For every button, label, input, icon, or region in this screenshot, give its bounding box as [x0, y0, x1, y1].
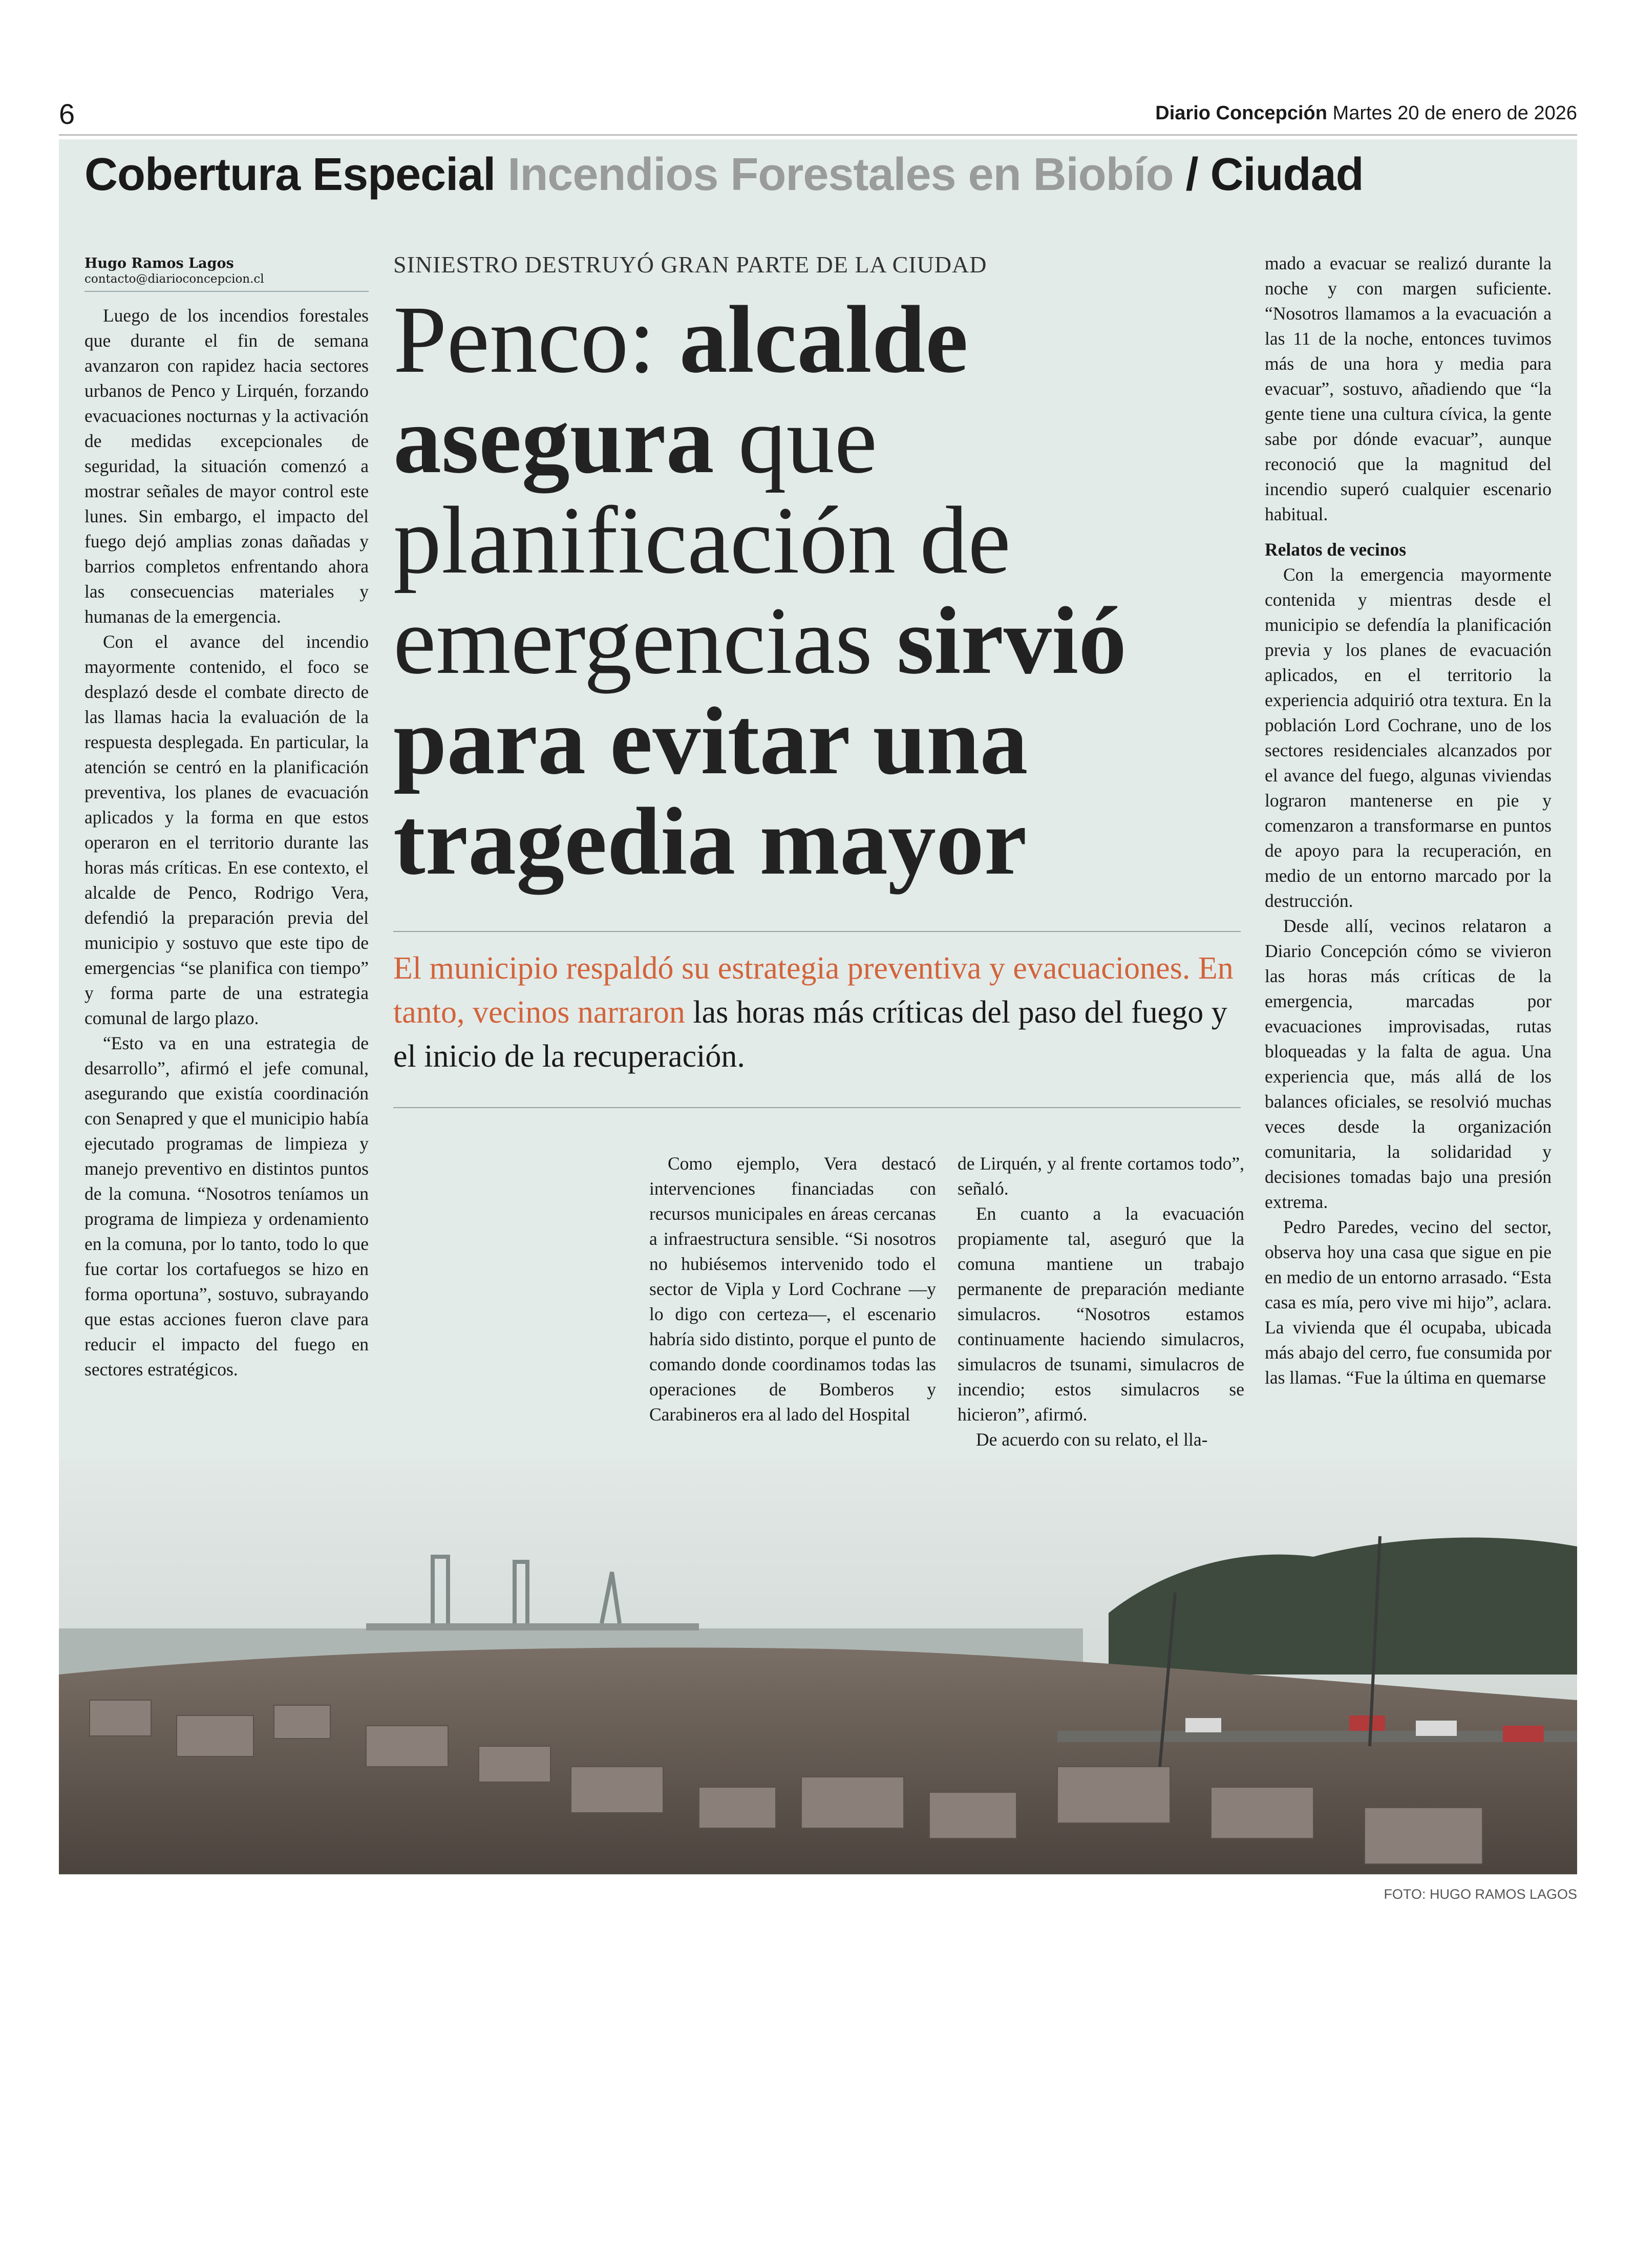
photo-credit: FOTO: HUGO RAMOS LAGOS: [1384, 1887, 1577, 1902]
subheading: Relatos de vecinos: [1265, 539, 1407, 560]
author-name: Hugo Ramos Lagos: [84, 256, 234, 271]
page-number: 6: [59, 98, 75, 130]
paragraph: Con la emergencia mayormente contenida y mientras desde el municipio se defendía la planificación previa y los planes de evacuación aplicados, en el territorio la experiencia adquirió otra textura. En la población Lord Cochrane, uno de los sectores residenciales alcanzados por el avance del fuego, algunas viviendas lograron mantenerse en pie y comenzaron a transformarse en puntos de apoyo para la recuperación, en medio de un entorno marcado por la destrucción.: [1265, 564, 1552, 911]
article-column-1: [84, 303, 369, 1382]
section-header: [84, 149, 1364, 201]
author-email: contacto@diarioconcepcion.cl: [84, 272, 264, 286]
headline-part: que planificación de emergencias: [393, 386, 1011, 694]
section-label: Cobertura Especial: [84, 149, 496, 200]
paragraph: De acuerdo con su relato, el lla-: [976, 1429, 1208, 1450]
publication-name: Diario Concepción: [1155, 102, 1327, 124]
burned-neighborhood-photo: [59, 1459, 1577, 1874]
paragraph: Desde allí, vecinos relataron a Diario Concepción cómo se vivieron las horas más críticas de la emergencia, marcadas por evacuaciones improvisadas, rutas bloqueadas y la falta de agua. Una experiencia que, más allá de los balances oficiales, se resolvió muchas veces desde la organización comunitaria, la solidaridad y decisiones tomadas bajo una presión extrema.: [1265, 916, 1552, 1212]
article-photo: [59, 1459, 1577, 1874]
deck-top-rule: [393, 931, 1241, 932]
article-column-5: [1265, 251, 1552, 1390]
paragraph: “Esto va en una estrategia de desarrollo”, afirmó el jefe comunal, asegurando que existía coordinación con Senapred y que el municipio había ejecutado programas de limpieza y manejo preventivo en distintos puntos de la comuna. “Nosotros teníamos un programa de limpieza y ordenamiento en la comuna, por lo tanto, todo lo que fue cortar los cortafuegos se hizo en forma oportuna”, sostuvo, subrayando que estas acciones fueron clave para reducir el impacto del fuego en sectores estratégicos.: [84, 1033, 369, 1380]
section-category: Ciudad: [1210, 149, 1364, 200]
section-topic: Incendios Forestales en Biobío: [507, 149, 1174, 200]
headline-bold: alcalde asegura: [393, 286, 968, 493]
deck-bottom-rule: [393, 1107, 1241, 1108]
paragraph: de Lirquén, y al frente cortamos todo”, señaló.: [958, 1153, 1244, 1199]
paragraph: Como ejemplo, Vera destacó intervenciones financiadas con recursos municipales en áreas cercanas a infraestructura sensible. “Si nosotros no hubiésemos intervenido todo el sector de Vipla y Lord Cochrane —y lo digo con certeza—, el escenario habría sido distinto, porque el punto de comando donde coordinamos todas las operaciones de Bomberos y Carabineros era al lado del Hospital: [649, 1153, 936, 1425]
publication-date: Martes 20 de enero de 2026: [1332, 102, 1577, 124]
section-separator: /: [1185, 149, 1198, 200]
headline-bold: sirvió para evitar una tragedia mayor: [393, 587, 1127, 895]
deck-text: las horas más críticas del paso del fuego y el inicio de la recuperación.: [393, 995, 1227, 1074]
masthead-line: [1155, 102, 1577, 124]
paragraph: Pedro Paredes, vecino del sector, observa hoy una casa que sigue en pie en medio de un entorno arrasado. “Esta casa es mía, pero vive mi hijo”, aclara. La vivienda que él ocupaba, ubicada más abajo del cerro, fue consumida por las llamas. “Fue la última en quemarse: [1265, 1217, 1552, 1388]
kicker: SINIESTRO DESTRUYÓ GRAN PARTE DE LA CIUDAD: [393, 251, 987, 278]
paragraph: En cuanto a la evacuación propiamente tal, aseguró que la comuna mantiene un trabajo permanente de preparación mediante simulacros. “Nosotros estamos continuamente haciendo simulacros, simulacros de tsunami, simulacros de incendio; estos simulacros se hicieron”, afirmó.: [958, 1203, 1244, 1425]
article-column-4: [958, 1151, 1244, 1452]
headline: [393, 286, 1248, 895]
paragraph: mado a evacuar se realizó durante la noche y con margen suficiente. “Nosotros llamamos a la evacuación a las 11 de la noche, entonces tuvimos más de una hora y media para evacuar”, sostuvo, añadiendo que “la gente tiene una cultura cívica, la gente sabe por dónde evacuar”, aunque reconoció que la magnitud del incendio superó cualquier escenario habitual.: [1265, 253, 1552, 524]
header-divider: [59, 134, 1577, 136]
paragraph: Luego de los incendios forestales que durante el fin de semana avanzaron con rapidez hacia sectores urbanos de Penco y Lirquén, forzando evacuaciones nocturnas y la activación de medidas excepcionales de seguridad, la situación comenzó a mostrar señales de mayor control este lunes. Sin embargo, el impacto del fuego dejó amplias zonas dañadas y barrios completos enfrentando ahora las consecuencias materiales y humanas de la emergencia.: [84, 305, 369, 627]
article-column-3: [649, 1151, 936, 1427]
headline-part: Penco:: [393, 286, 679, 393]
paragraph: Con el avance del incendio mayormente contenido, el foco se desplazó desde el combate directo de las llamas hacia la evaluación de la respuesta desplegada. En particular, la atención se centró en la planificación preventiva, los planes de evacuación aplicados y la forma en que estos operaron en el territorio durante las horas más críticas. En ese contexto, el alcalde de Penco, Rodrigo Vera, defendió la preparación previa del municipio y sostuvo que este tipo de emergencias “se planifica con tiempo” y forma parte de una estrategia comunal de largo plazo.: [84, 631, 369, 1028]
deck: [393, 946, 1243, 1078]
byline: [84, 256, 369, 292]
deck-highlight: El municipio respaldó su estrategia preventiva y evacuaciones. En tanto, vecinos narraron: [393, 951, 1234, 1030]
